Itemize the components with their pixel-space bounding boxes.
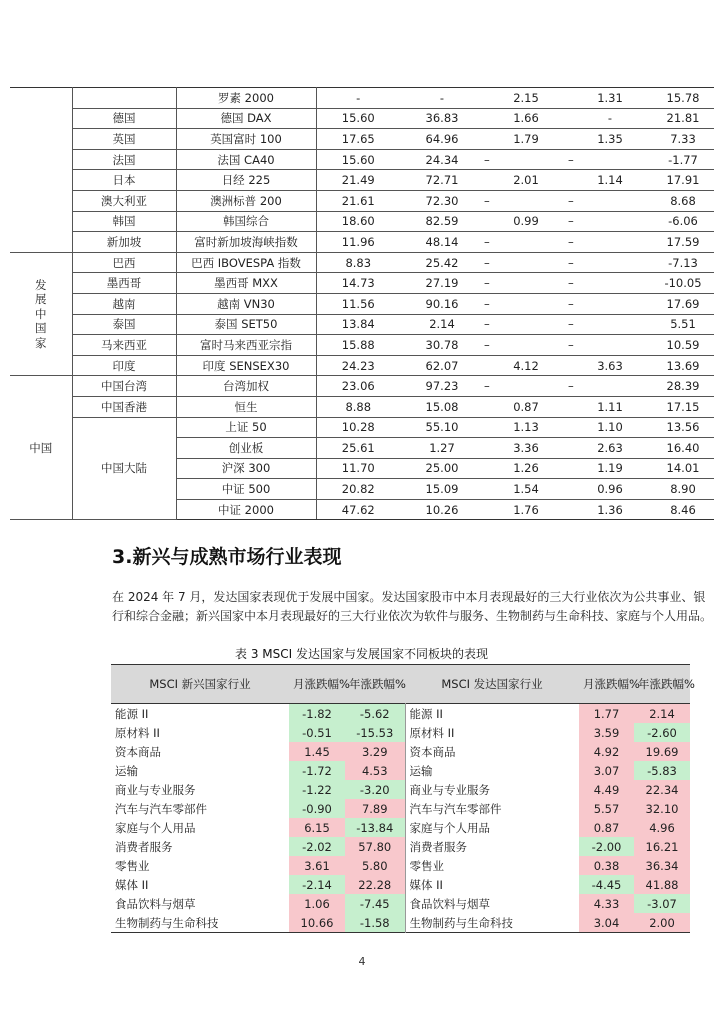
value-cell: –	[568, 314, 652, 335]
value-cell: 15.08	[400, 396, 484, 417]
value-cell: –	[568, 273, 652, 294]
value-cell: 4.49	[579, 780, 634, 799]
value-cell: 1.06	[289, 894, 345, 913]
value-cell: 13.69	[652, 355, 714, 376]
value-cell: 3.36	[484, 438, 568, 459]
index-name-cell: 德国 DAX	[176, 108, 316, 129]
sector-name-cell: 家庭与个人用品	[405, 818, 579, 837]
value-cell: 2.63	[568, 438, 652, 459]
value-cell: 2.00	[634, 913, 690, 933]
value-cell: -2.02	[289, 837, 345, 856]
value-cell: 72.30	[400, 190, 484, 211]
value-cell: 0.87	[484, 396, 568, 417]
table-row	[10, 335, 714, 356]
value-cell: 36.34	[634, 856, 690, 875]
sector-name-cell: 食品饮料与烟草	[405, 894, 579, 913]
sector-name-cell: 生物制药与生命科技	[405, 913, 579, 933]
value-cell: -15.53	[345, 723, 405, 742]
index-name-cell: 恒生	[176, 396, 316, 417]
index-name-cell: 泰国 SET50	[176, 314, 316, 335]
value-cell: 18.60	[316, 211, 400, 232]
value-cell: 64.96	[400, 129, 484, 150]
value-cell: -	[316, 88, 400, 109]
index-name-cell: 中证 2000	[176, 499, 316, 520]
page-number: 4	[358, 955, 366, 968]
value-cell: 17.69	[652, 293, 714, 314]
value-cell: 25.42	[400, 252, 484, 273]
value-cell: 3.61	[289, 856, 345, 875]
country-cell: 德国	[72, 108, 176, 129]
index-name-cell: 台湾加权	[176, 376, 316, 397]
value-cell: 21.49	[316, 170, 400, 191]
value-cell: 10.26	[400, 499, 484, 520]
table-row	[111, 742, 690, 761]
value-cell: 1.31	[568, 88, 652, 109]
em-month-header: 月涨跌幅%	[289, 665, 345, 704]
country-cell: 马来西亚	[72, 335, 176, 356]
table-row	[111, 856, 690, 875]
value-cell: 17.15	[652, 396, 714, 417]
value-cell: -3.07	[634, 894, 690, 913]
value-cell: 0.99	[484, 211, 568, 232]
country-cell: 澳大利亚	[72, 190, 176, 211]
value-cell: 24.23	[316, 355, 400, 376]
value-cell: –	[484, 293, 568, 314]
table-row	[111, 761, 690, 780]
country-cell: 墨西哥	[72, 273, 176, 294]
value-cell: 2.15	[484, 88, 568, 109]
table-row	[111, 837, 690, 856]
value-cell: -0.51	[289, 723, 345, 742]
value-cell: 47.62	[316, 499, 400, 520]
value-cell: 1.76	[484, 499, 568, 520]
table-row	[111, 799, 690, 818]
value-cell: -1.22	[289, 780, 345, 799]
dm-year-header: 年涨跌幅%	[634, 665, 690, 704]
value-cell: 17.65	[316, 129, 400, 150]
value-cell: –	[484, 149, 568, 170]
value-cell: 5.80	[345, 856, 405, 875]
value-cell: 1.54	[484, 479, 568, 500]
sector-name-cell: 媒体 II	[405, 875, 579, 894]
value-cell: 13.56	[652, 417, 714, 438]
value-cell: 8.83	[316, 252, 400, 273]
value-cell: 41.88	[634, 875, 690, 894]
index-name-cell: 创业板	[176, 438, 316, 459]
value-cell: 8.90	[652, 479, 714, 500]
country-cell	[72, 88, 176, 109]
index-name-cell: 墨西哥 MXX	[176, 273, 316, 294]
table-row	[10, 355, 714, 376]
index-name-cell: 日经 225	[176, 170, 316, 191]
value-cell: 15.88	[316, 335, 400, 356]
value-cell: 15.78	[652, 88, 714, 109]
index-valuation-table	[10, 87, 714, 520]
country-cell: 巴西	[72, 252, 176, 273]
country-cell: 法国	[72, 149, 176, 170]
value-cell: -3.20	[345, 780, 405, 799]
value-cell: 11.70	[316, 458, 400, 479]
index-name-cell: 澳洲标普 200	[176, 190, 316, 211]
value-cell: 3.29	[345, 742, 405, 761]
value-cell: 72.71	[400, 170, 484, 191]
index-name-cell: 越南 VN30	[176, 293, 316, 314]
country-cell: 越南	[72, 293, 176, 314]
sector-name-cell: 资本商品	[405, 742, 579, 761]
value-cell: 2.14	[634, 704, 690, 724]
region-cell: 发展中国家	[10, 252, 72, 376]
value-cell: –	[568, 149, 652, 170]
value-cell: –	[568, 335, 652, 356]
dm-sector-header: MSCI 发达国家行业	[405, 665, 579, 704]
value-cell: 10.28	[316, 417, 400, 438]
value-cell: -2.14	[289, 875, 345, 894]
value-cell: -1.77	[652, 149, 714, 170]
value-cell: -1.72	[289, 761, 345, 780]
value-cell: 4.12	[484, 355, 568, 376]
value-cell: 90.16	[400, 293, 484, 314]
value-cell: 21.81	[652, 108, 714, 129]
value-cell: 24.34	[400, 149, 484, 170]
value-cell: 2.14	[400, 314, 484, 335]
value-cell: 3.59	[579, 723, 634, 742]
table-row	[111, 875, 690, 894]
value-cell: 8.46	[652, 499, 714, 520]
sector-name-cell: 食品饮料与烟草	[115, 896, 196, 911]
value-cell: 4.33	[579, 894, 634, 913]
value-cell: 25.61	[316, 438, 400, 459]
country-cell: 新加坡	[72, 232, 176, 253]
value-cell: 1.27	[400, 438, 484, 459]
value-cell: 57.80	[345, 837, 405, 856]
table-row	[111, 704, 690, 724]
value-cell: 22.28	[345, 875, 405, 894]
value-cell: 15.60	[316, 108, 400, 129]
value-cell: 1.14	[568, 170, 652, 191]
value-cell: 0.96	[568, 479, 652, 500]
sector-name-cell: 运输	[405, 761, 579, 780]
value-cell: 8.88	[316, 396, 400, 417]
table-row	[10, 252, 714, 273]
sector-name-cell: 零售业	[115, 858, 150, 873]
value-cell: –	[568, 190, 652, 211]
index-name-cell: 英国富时 100	[176, 129, 316, 150]
value-cell: -5.83	[634, 761, 690, 780]
value-cell: –	[484, 252, 568, 273]
value-cell: –	[568, 232, 652, 253]
value-cell: 30.78	[400, 335, 484, 356]
msci-sector-table	[111, 664, 695, 933]
value-cell: –	[568, 293, 652, 314]
value-cell: 1.77	[579, 704, 634, 724]
sector-name-cell: 消费者服务	[115, 839, 173, 854]
value-cell: 11.56	[316, 293, 400, 314]
value-cell: 36.83	[400, 108, 484, 129]
section-heading: 3.新兴与成熟市场行业表现	[112, 546, 342, 568]
index-name-cell: 印度 SENSEX30	[176, 355, 316, 376]
value-cell: 97.23	[400, 376, 484, 397]
value-cell: -4.45	[579, 875, 634, 894]
value-cell: -0.90	[289, 799, 345, 818]
value-cell: 5.57	[579, 799, 634, 818]
sector-name-cell: 能源 II	[115, 706, 149, 721]
sector-name-cell: 汽车与汽车零部件	[115, 801, 207, 816]
table-row	[111, 818, 690, 837]
value-cell: 55.10	[400, 417, 484, 438]
value-cell: 1.36	[568, 499, 652, 520]
table-row	[111, 913, 690, 933]
sector-name-cell: 运输	[115, 763, 138, 778]
index-name-cell: 上证 50	[176, 417, 316, 438]
table-row	[111, 894, 690, 913]
table-row	[10, 149, 714, 170]
value-cell: -5.62	[345, 704, 405, 724]
value-cell: –	[484, 273, 568, 294]
value-cell: 15.09	[400, 479, 484, 500]
value-cell: 10.59	[652, 335, 714, 356]
sector-name-cell: 商业与专业服务	[405, 780, 579, 799]
value-cell: –	[484, 335, 568, 356]
value-cell: -	[400, 88, 484, 109]
sector-name-cell: 消费者服务	[405, 837, 579, 856]
country-cell: 韩国	[72, 211, 176, 232]
value-cell: 19.69	[634, 742, 690, 761]
value-cell: 13.84	[316, 314, 400, 335]
table-row	[111, 780, 690, 799]
country-cell: 中国香港	[72, 396, 176, 417]
value-cell: 1.26	[484, 458, 568, 479]
region-cell	[10, 88, 72, 253]
value-cell: 11.96	[316, 232, 400, 253]
table-row	[10, 211, 714, 232]
value-cell: -1.82	[289, 704, 345, 724]
value-cell: 1.45	[289, 742, 345, 761]
index-name-cell: 富时新加坡海峡指数	[176, 232, 316, 253]
index-name-cell: 富时马来西亚宗指	[176, 335, 316, 356]
sector-name-cell: 商业与专业服务	[115, 782, 196, 797]
value-cell: 32.10	[634, 799, 690, 818]
value-cell: -2.60	[634, 723, 690, 742]
country-cell: 日本	[72, 170, 176, 191]
index-name-cell: 中证 500	[176, 479, 316, 500]
value-cell: 0.87	[579, 818, 634, 837]
value-cell: -7.45	[345, 894, 405, 913]
index-name-cell: 巴西 IBOVESPA 指数	[176, 252, 316, 273]
value-cell: 0.38	[579, 856, 634, 875]
country-cell: 印度	[72, 355, 176, 376]
table-row	[10, 170, 714, 191]
value-cell: 1.79	[484, 129, 568, 150]
value-cell: 1.35	[568, 129, 652, 150]
value-cell: 8.68	[652, 190, 714, 211]
country-cell: 英国	[72, 129, 176, 150]
value-cell: 17.91	[652, 170, 714, 191]
table-row	[10, 273, 714, 294]
country-cell: 中国大陆	[72, 417, 176, 520]
table-row	[10, 314, 714, 335]
value-cell: 20.82	[316, 479, 400, 500]
value-cell: 4.53	[345, 761, 405, 780]
value-cell: 82.59	[400, 211, 484, 232]
table-row	[10, 88, 714, 109]
table-row	[10, 417, 714, 438]
value-cell: -10.05	[652, 273, 714, 294]
value-cell: 17.59	[652, 232, 714, 253]
value-cell: 15.60	[316, 149, 400, 170]
sector-name-cell: 家庭与个人用品	[115, 820, 196, 835]
value-cell: –	[568, 211, 652, 232]
country-cell: 中国台湾	[72, 376, 176, 397]
sector-name-cell: 能源 II	[405, 704, 579, 724]
value-cell: -2.00	[579, 837, 634, 856]
value-cell: -7.13	[652, 252, 714, 273]
value-cell: 1.11	[568, 396, 652, 417]
table-row	[10, 190, 714, 211]
value-cell: 3.07	[579, 761, 634, 780]
index-name-cell: 韩国综合	[176, 211, 316, 232]
table-caption: 表 3 MSCI 发达国家与发展国家不同板块的表现	[235, 647, 488, 661]
value-cell: 5.51	[652, 314, 714, 335]
table-row	[10, 232, 714, 253]
table-row	[10, 108, 714, 129]
value-cell: 14.01	[652, 458, 714, 479]
value-cell: -6.06	[652, 211, 714, 232]
value-cell: 1.10	[568, 417, 652, 438]
index-name-cell: 罗素 2000	[176, 88, 316, 109]
index-name-cell: 法国 CA40	[176, 149, 316, 170]
value-cell: –	[484, 190, 568, 211]
value-cell: -1.58	[345, 913, 405, 933]
region-cell: 中国	[10, 376, 72, 520]
sector-name-cell: 资本商品	[115, 744, 161, 759]
value-cell: 22.34	[634, 780, 690, 799]
value-cell: 2.01	[484, 170, 568, 191]
value-cell: 27.19	[400, 273, 484, 294]
value-cell: 48.14	[400, 232, 484, 253]
dm-month-header: 月涨跌幅%	[579, 665, 634, 704]
table-row	[10, 396, 714, 417]
value-cell: 7.33	[652, 129, 714, 150]
value-cell: 28.39	[652, 376, 714, 397]
sector-name-cell: 原材料 II	[115, 725, 160, 740]
value-cell: 10.66	[289, 913, 345, 933]
country-cell: 泰国	[72, 314, 176, 335]
table-row	[10, 293, 714, 314]
value-cell: 4.96	[634, 818, 690, 837]
value-cell: 1.13	[484, 417, 568, 438]
value-cell: 3.63	[568, 355, 652, 376]
section-paragraph: 在 2024 年 7 月，发达国家表现优于发展中国家。发达国家股市中本月表现最好的三大行业依次为公共事业、银行和综合金融；新兴国家中本月表现最好的三大行业依次为软件与服务、生物制药与生命科技、家庭与个人用品。	[112, 590, 713, 623]
value-cell: –	[484, 376, 568, 397]
value-cell: 21.61	[316, 190, 400, 211]
value-cell: –	[484, 232, 568, 253]
value-cell: 1.66	[484, 108, 568, 129]
value-cell: –	[568, 252, 652, 273]
value-cell: 7.89	[345, 799, 405, 818]
sector-name-cell: 零售业	[405, 856, 579, 875]
value-cell: 16.21	[634, 837, 690, 856]
sector-table-header	[111, 665, 690, 704]
value-cell: –	[568, 376, 652, 397]
table-row	[10, 129, 714, 150]
value-cell: -13.84	[345, 818, 405, 837]
value-cell: 3.04	[579, 913, 634, 933]
value-cell: 14.73	[316, 273, 400, 294]
sector-name-cell: 媒体 II	[115, 877, 149, 892]
sector-name-cell: 生物制药与生命科技	[115, 915, 219, 930]
table-row	[111, 723, 690, 742]
value-cell: 16.40	[652, 438, 714, 459]
value-cell: 62.07	[400, 355, 484, 376]
sector-name-cell: 原材料 II	[405, 723, 579, 742]
value-cell: 1.19	[568, 458, 652, 479]
value-cell: -	[568, 108, 652, 129]
sector-name-cell: 汽车与汽车零部件	[405, 799, 579, 818]
value-cell: –	[484, 314, 568, 335]
value-cell: 6.15	[289, 818, 345, 837]
table-row	[10, 376, 714, 397]
em-year-header: 年涨跌幅%	[345, 665, 405, 704]
value-cell: 4.92	[579, 742, 634, 761]
index-name-cell: 沪深 300	[176, 458, 316, 479]
value-cell: 23.06	[316, 376, 400, 397]
em-sector-header: MSCI 新兴国家行业	[111, 665, 289, 704]
value-cell: 25.00	[400, 458, 484, 479]
